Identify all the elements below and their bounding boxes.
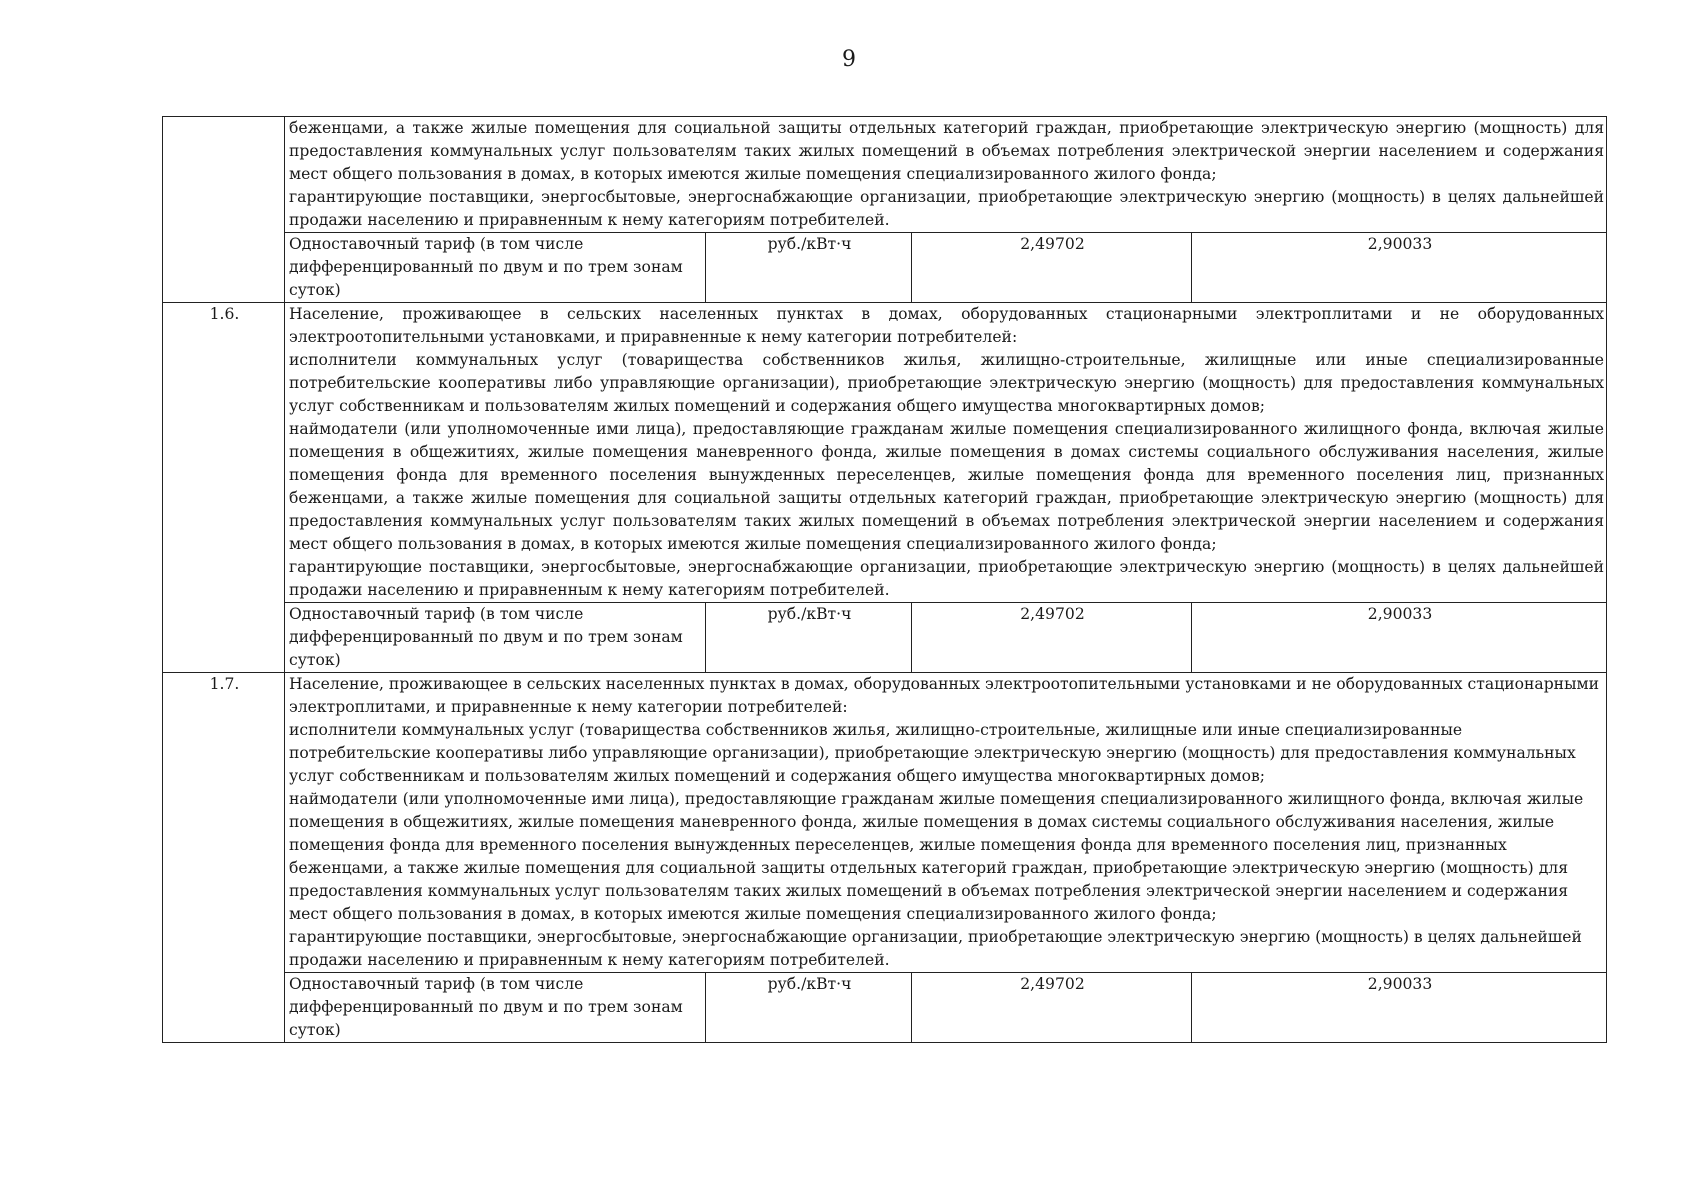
tariff-label: Одноставочный тариф (в том числе дифференцированный по двум и по трем зонам суток): [285, 233, 706, 303]
tariff-table: [162, 116, 1607, 1043]
description-paragraph: исполнители коммунальных услуг (товарищества собственников жилья, жилищно-строительные, жилищные или иные специализированные потребительские кооперативы либо управляющие организации), приобретающие электрическую энергию (мощность) для предоставления коммунальных услуг собственникам и пользователям жилых помещений и содержания общего имущества многоквартирных домов;: [289, 721, 1576, 785]
description-paragraph: Население, проживающее в сельских населенных пунктах в домах, оборудованных стационарными электроплитами и не оборудованных электроотопительными установками, и приравненные к нему категории потребителей:: [289, 305, 1605, 346]
table-row: [163, 673, 1607, 973]
table-row: [163, 233, 1607, 303]
row-number: 1.6.: [163, 303, 285, 673]
row-number: [163, 117, 285, 303]
description-paragraph: наймодатели (или уполномоченные ими лица), предоставляющие гражданам жилые помещения специализированного жилищного фонда, включая жилые помещения в общежитиях, жилые помещения маневренного фонда, жилые помещения в домах системы социального обслуживания населения, жилые помещения фонда для временного поселения вынужденных переселенцев, жилые помещения фонда для временного поселения лиц, признанных беженцами, а также жилые помещения для социальной защиты отдельных категорий граждан, приобретающие электрическую энергию (мощность) для предоставления коммунальных услуг пользователям таких жилых помещений в объемах потребления электрической энергии населением и содержания мест общего пользования в домах, в которых имеются жилые помещения специализированного жилого фонда;: [289, 790, 1584, 923]
description-paragraph: Население, проживающее в сельских населенных пунктах в домах, оборудованных электроотопительными установками и не оборудованных стационарными электроплитами, и приравненные к нему категории потребителей:: [289, 675, 1599, 716]
description-paragraph: гарантирующие поставщики, энергосбытовые, энергоснабжающие организации, приобретающие электрическую энергию (мощность) в целях дальнейшей продажи населению и приравненным к нему категориям потребителей.: [289, 928, 1582, 969]
page-number: 9: [842, 47, 856, 72]
tariff-value-2: 2,90033: [1192, 233, 1607, 303]
tariff-unit: руб./кВт·ч: [706, 973, 912, 1043]
row-number: 1.7.: [163, 673, 285, 1043]
description-paragraph: гарантирующие поставщики, энергосбытовые, энергоснабжающие организации, приобретающие электрическую энергию (мощность) в целях дальнейшей продажи населению и приравненным к нему категориям потребителей.: [289, 558, 1605, 599]
table-row: [163, 973, 1607, 1043]
description-paragraph: исполнители коммунальных услуг (товарищества собственников жилья, жилищно-строительные, жилищные или иные специализированные потребительские кооперативы либо управляющие организации), приобретающие электрическую энергию (мощность) для предоставления коммунальных услуг собственникам и пользователям жилых помещений и содержания общего имущества многоквартирных домов;: [289, 351, 1605, 415]
tariff-label: Одноставочный тариф (в том числе дифференцированный по двум и по трем зонам суток): [285, 973, 706, 1043]
tariff-value-1: 2,49702: [912, 233, 1192, 303]
consumer-category-description: [285, 673, 1607, 973]
table-row: [163, 117, 1607, 233]
description-paragraph: гарантирующие поставщики, энергосбытовые, энергоснабжающие организации, приобретающие электрическую энергию (мощность) в целях дальнейшей продажи населению и приравненным к нему категориям потребителей.: [289, 188, 1605, 229]
tariff-unit: руб./кВт·ч: [706, 233, 912, 303]
tariff-value-2: 2,90033: [1192, 603, 1607, 673]
consumer-category-description: [285, 303, 1607, 603]
tariff-value-1: 2,49702: [912, 973, 1192, 1043]
consumer-category-description: [285, 117, 1607, 233]
description-paragraph: наймодатели (или уполномоченные ими лица), предоставляющие гражданам жилые помещения специализированного жилищного фонда, включая жилые помещения в общежитиях, жилые помещения маневренного фонда, жилые помещения в домах системы социального обслуживания населения, жилые помещения фонда для временного поселения вынужденных переселенцев, жилые помещения фонда для временного поселения лиц, признанных беженцами, а также жилые помещения для социальной защиты отдельных категорий граждан, приобретающие электрическую энергию (мощность) для предоставления коммунальных услуг пользователям таких жилых помещений в объемах потребления электрической энергии населением и содержания мест общего пользования в домах, в которых имеются жилые помещения специализированного жилого фонда;: [289, 420, 1605, 553]
description-paragraph: беженцами, а также жилые помещения для социальной защиты отдельных категорий граждан, приобретающие электрическую энергию (мощность) для предоставления коммунальных услуг пользователям таких жилых помещений в объемах потребления электрической энергии населением и содержания мест общего пользования в домах, в которых имеются жилые помещения специализированного жилого фонда;: [289, 119, 1605, 183]
table-row: [163, 303, 1607, 603]
tariff-label: Одноставочный тариф (в том числе дифференцированный по двум и по трем зонам суток): [285, 603, 706, 673]
table-row: [163, 603, 1607, 673]
tariff-unit: руб./кВт·ч: [706, 603, 912, 673]
tariff-value-2: 2,90033: [1192, 973, 1607, 1043]
tariff-value-1: 2,49702: [912, 603, 1192, 673]
